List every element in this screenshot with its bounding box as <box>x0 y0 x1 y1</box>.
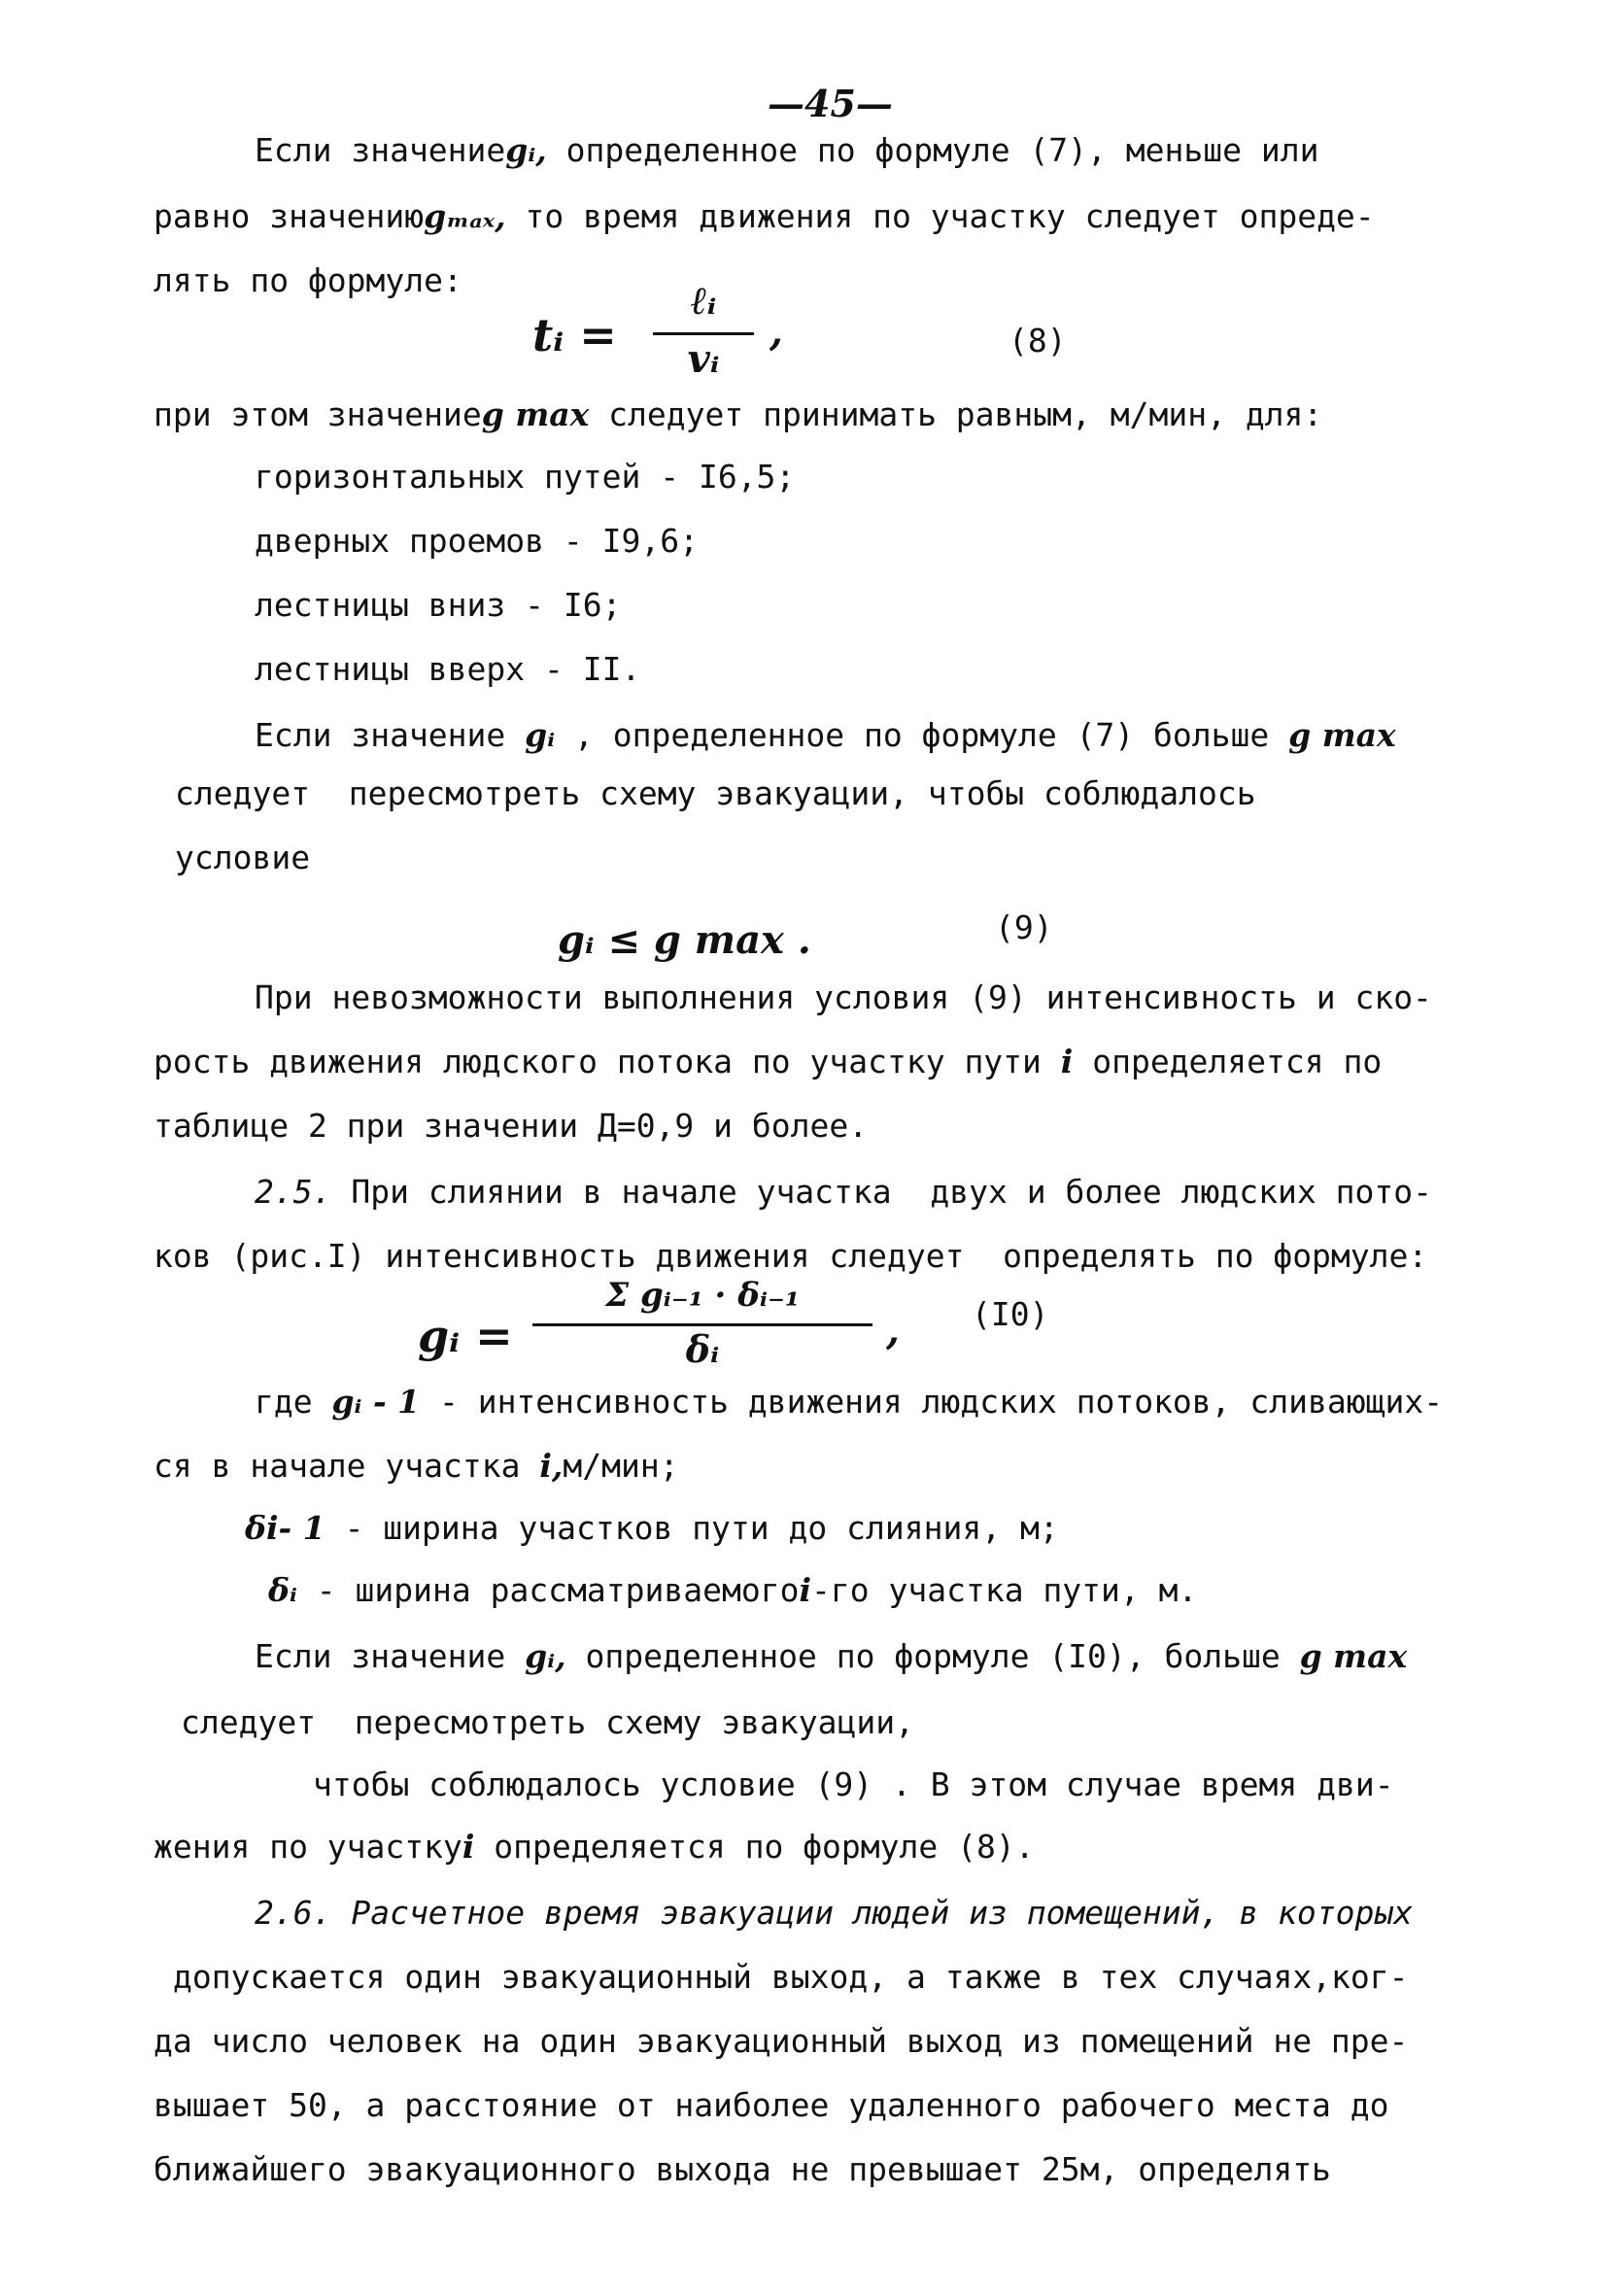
var-g-i-minus-1: gᵢ - 1 <box>331 1383 421 1421</box>
text-line: где gᵢ - 1 - интенсивность движения людских потоков, сливающих- <box>255 1383 1444 1421</box>
list-item: дверных проемов - I9,6; <box>255 522 699 560</box>
section-number: 2.5. <box>255 1173 332 1211</box>
text-line: рость движения людского потока по участку пути i определяется по <box>154 1043 1383 1080</box>
var-i: i <box>462 1828 475 1866</box>
text-line: следует пересмотреть схему эвакуации, чтобы соблюдалось <box>175 774 1256 812</box>
text-line: жения по участкуi определяется по формуле (8). <box>154 1828 1035 1866</box>
var-delta-i-minus-1: δi- 1 <box>245 1509 325 1547</box>
text-line: условие <box>175 839 311 876</box>
text-line: Если значение gᵢ , определенное по формуле (7) больше g max <box>255 716 1396 754</box>
text-line: δᵢ - ширина рассматриваемогоi-го участка пути, м. <box>268 1571 1198 1609</box>
text-line: 2.6. Расчетное время эвакуации людей из помещений, в которых <box>255 1894 1414 1932</box>
text-line: таблице 2 при значении Д=0,9 и более. <box>154 1107 869 1145</box>
text-line: следует пересмотреть схему эвакуации, <box>181 1703 914 1741</box>
text-line: ся в начале участка i,м/мин; <box>154 1447 679 1485</box>
text-line: δi- 1 - ширина участков пути до слияния, м; <box>245 1509 1059 1547</box>
var-i: i, <box>539 1447 564 1485</box>
list-item: горизонтальных путей - I6,5; <box>255 458 796 496</box>
text-line: да число человек на один эвакуационный выход из помещений не пре- <box>154 2022 1409 2060</box>
formula-number: (I0) <box>972 1295 1049 1333</box>
var-g-max: gₘₐₓ, <box>424 197 506 235</box>
text-line: Если значениеgᵢ, определенное по формуле (7), меньше или <box>255 131 1319 169</box>
var-g-max: g max <box>1299 1637 1408 1675</box>
var-g-i: gᵢ, <box>525 1637 566 1675</box>
var-g-max: g max <box>1288 716 1396 754</box>
var-g-i: gᵢ <box>525 716 556 754</box>
list-item: лестницы вверх - II. <box>255 650 641 688</box>
text-line: лять по формуле: <box>154 261 462 299</box>
text-line: 2.5. При слиянии в начале участка двух и более людских пото- <box>255 1173 1432 1211</box>
var-i: i <box>799 1571 812 1609</box>
formula-number: (9) <box>995 908 1053 946</box>
var-delta-i: δᵢ <box>268 1571 297 1609</box>
text-line: вышает 50, а расстояние от наиболее удаленного рабочего места до <box>154 2086 1389 2124</box>
var-i: i <box>1060 1043 1074 1080</box>
var-g-i: gᵢ, <box>505 131 547 169</box>
var-g-max: g max <box>481 395 590 433</box>
text-line: равно значениюgₘₐₓ, то время движения по участку следует опреде- <box>154 197 1375 235</box>
text-line: ближайшего эвакуационного выхода не превышает 25м, определять <box>154 2150 1331 2188</box>
formula-number: (8) <box>1009 322 1067 360</box>
text-line: чтобы соблюдалось условие (9) . В этом случае время дви- <box>313 1765 1394 1803</box>
text-line: допускается один эвакуационный выход, а также в тех случаях,ког- <box>173 1958 1409 1996</box>
text-line: При невозможности выполнения условия (9) интенсивность и ско- <box>255 978 1432 1016</box>
page-number: —45— <box>768 82 893 125</box>
text-line: ков (рис.I) интенсивность движения следует определять по формуле: <box>154 1237 1428 1275</box>
text-line: при этом значениеg max следует принимать равным, м/мин, для: <box>154 395 1323 433</box>
text-line: Если значение gᵢ, определенное по формуле (I0), больше g max <box>255 1637 1408 1675</box>
list-item: лестницы вниз - I6; <box>255 586 622 624</box>
